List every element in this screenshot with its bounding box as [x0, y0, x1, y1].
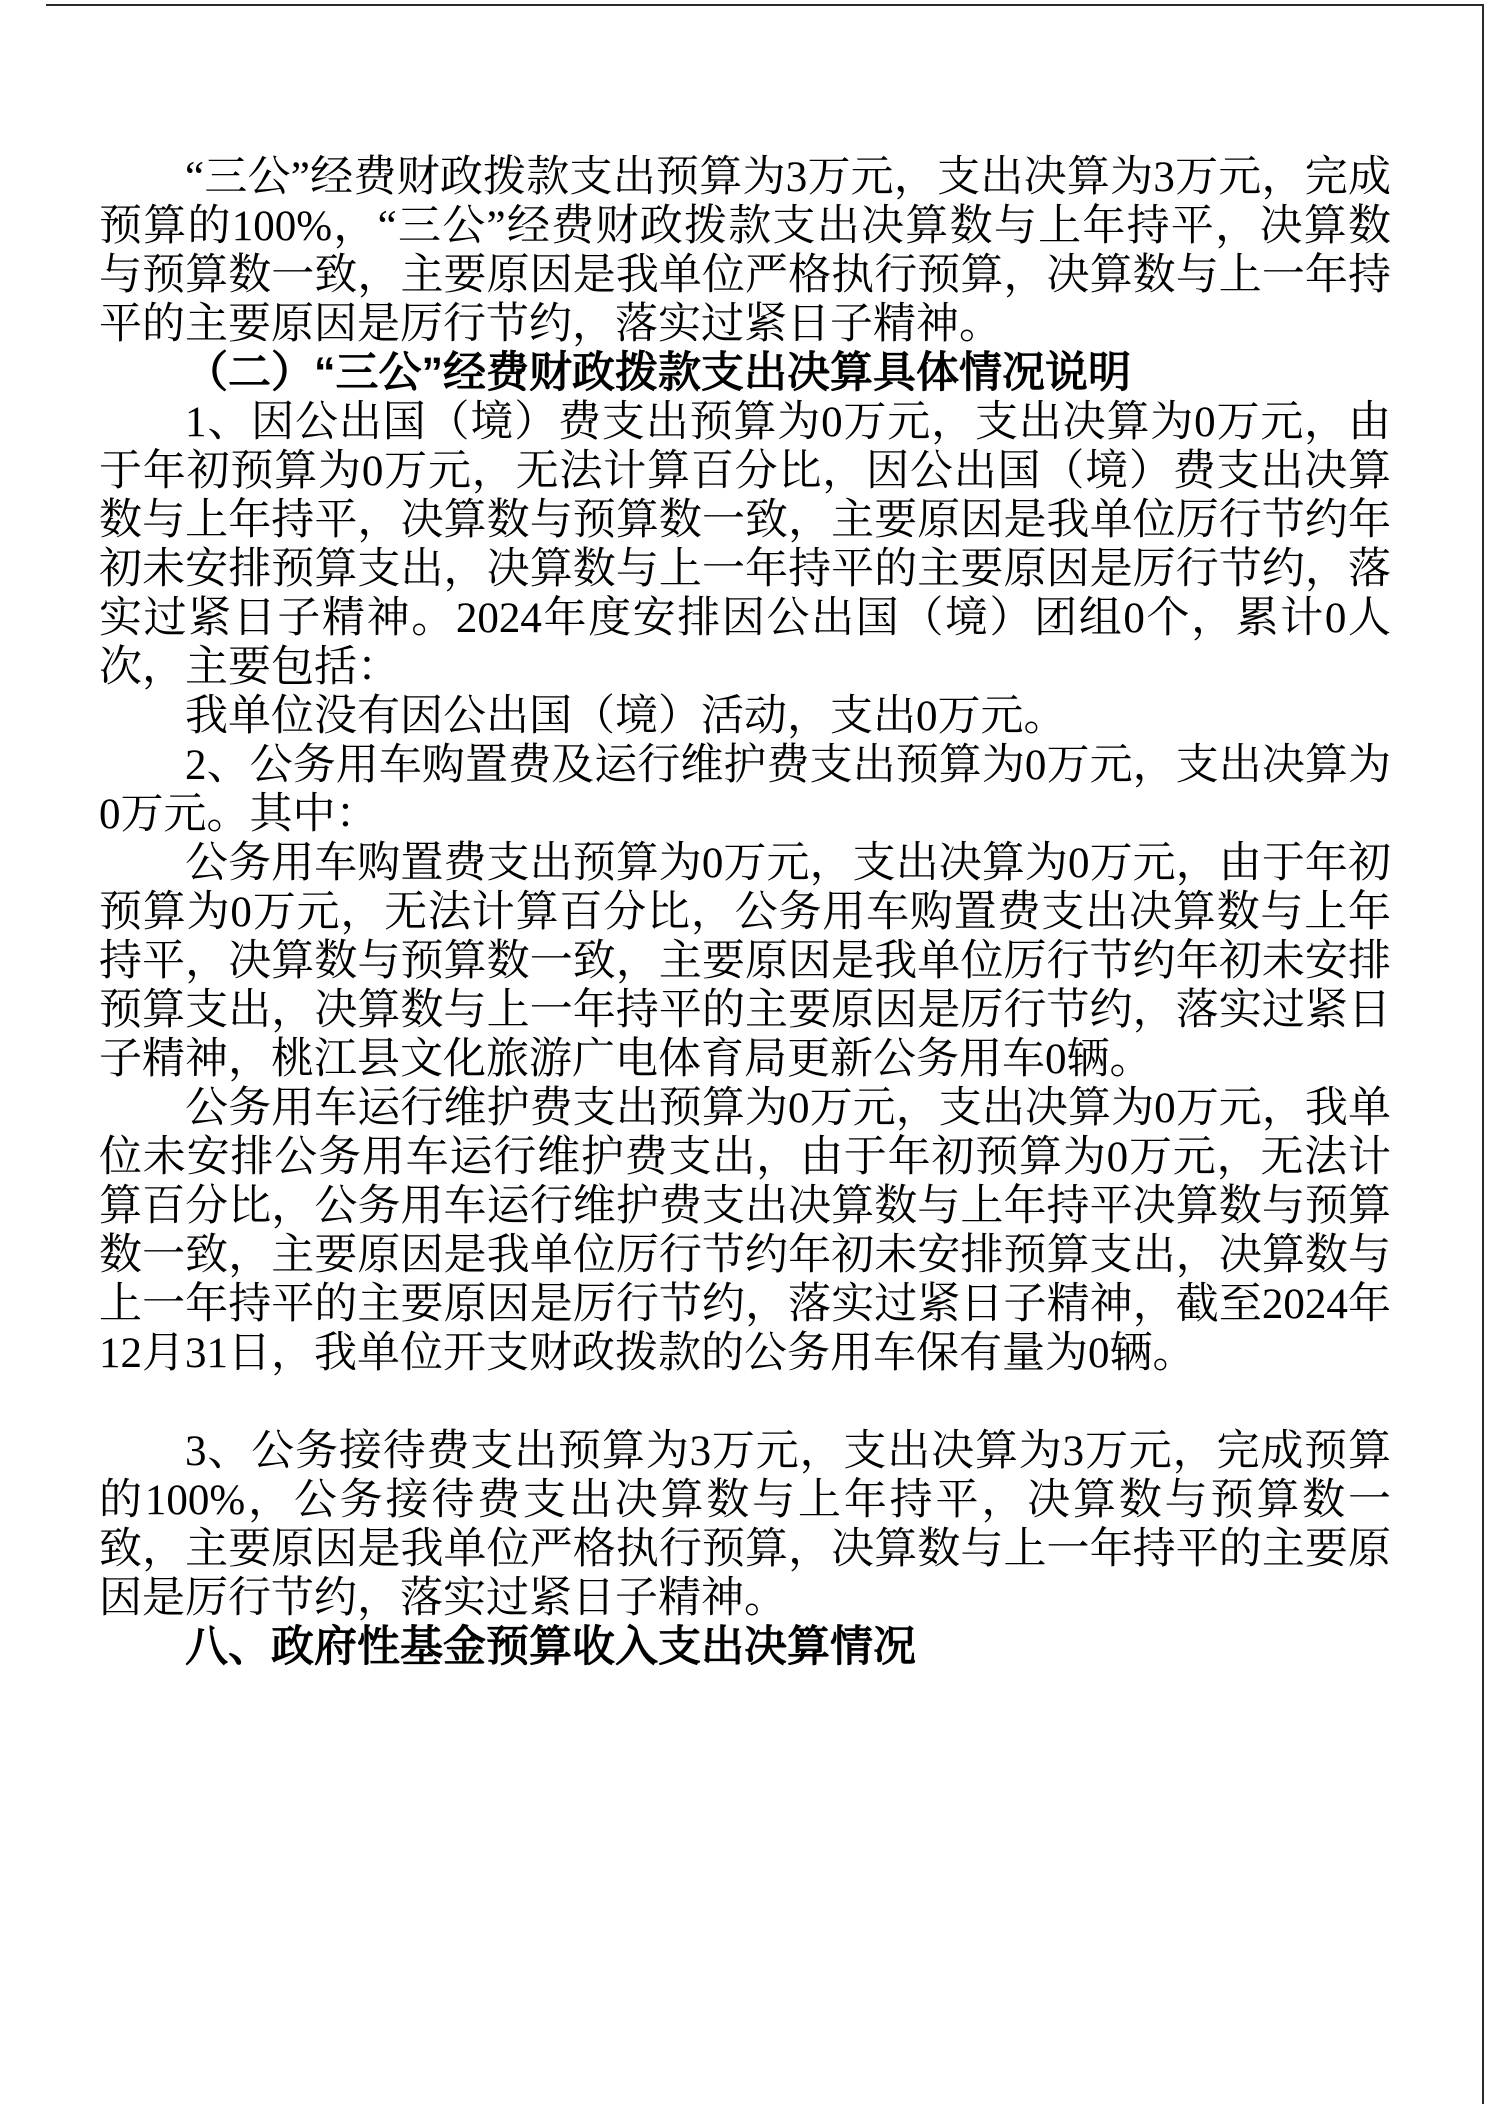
body-paragraph: 2、公务用车购置费及运行维护费支出预算为0万元，支出决算为0万元。其中：: [99, 742, 1391, 838]
body-paragraph: 我单位没有因公出国（境）活动，支出0万元。: [185, 693, 1067, 740]
page-right-border-line: [1482, 4, 1484, 2104]
body-paragraph: 3、公务接待费支出预算为3万元，支出决算为3万元，完成预算的100%，公务接待费支出决算数与上年持平，决算数与预算数一致，主要原因是我单位严格执行预算，决算数与上一年持平的主要原因是厉行节约，落实过紧日子精神。: [99, 1428, 1391, 1622]
body-paragraph: 1、因公出国（境）费支出预算为0万元，支出决算为0万元，由于年初预算为0万元，无法计算百分比，因公出国（境）费支出决算数与上年持平，决算数与预算数一致，主要原因是我单位厉行节约年初未安排预算支出，决算数与上一年持平的主要原因是厉行节约，落实过紧日子精神。2024年度安排因公出国（境）团组0个，累计0人次，主要包括：: [99, 399, 1391, 691]
section-heading: （二）“三公”经费财政拨款支出决算具体情况说明: [185, 349, 1131, 397]
body-paragraph: 公务用车购置费支出预算为0万元，支出决算为0万元，由于年初预算为0万元，无法计算百分比，公务用车购置费支出决算数与上年持平，决算数与预算数一致，主要原因是我单位厉行节约年初未安排预算支出，决算数与上一年持平的主要原因是厉行节约，落实过紧日子精神，桃江县文化旅游广电体育局更新公务用车0辆。: [99, 840, 1391, 1083]
body-paragraph: 公务用车运行维护费支出预算为0万元，支出决算为0万元，我单位未安排公务用车运行维护费支出，由于年初预算为0万元，无法计算百分比，公务用车运行维护费支出决算数与上年持平决算数与预算数一致，主要原因是我单位厉行节约年初未安排预算支出，决算数与上一年持平的主要原因是厉行节约，落实过紧日子精神，截至2024年12月31日，我单位开支财政拨款的公务用车保有量为0辆。: [99, 1085, 1391, 1377]
document-body: [99, 153, 1391, 1672]
section-heading: 八、政府性基金预算收入支出决算情况: [185, 1623, 916, 1671]
page-top-border-line: [46, 4, 1484, 6]
body-paragraph: “三公”经费财政拨款支出预算为3万元，支出决算为3万元，完成预算的100%，“三公”经费财政拨款支出决算数与上年持平，决算数与预算数一致，主要原因是我单位严格执行预算，决算数与上一年持平的主要原因是厉行节约，落实过紧日子精神。: [99, 154, 1391, 348]
